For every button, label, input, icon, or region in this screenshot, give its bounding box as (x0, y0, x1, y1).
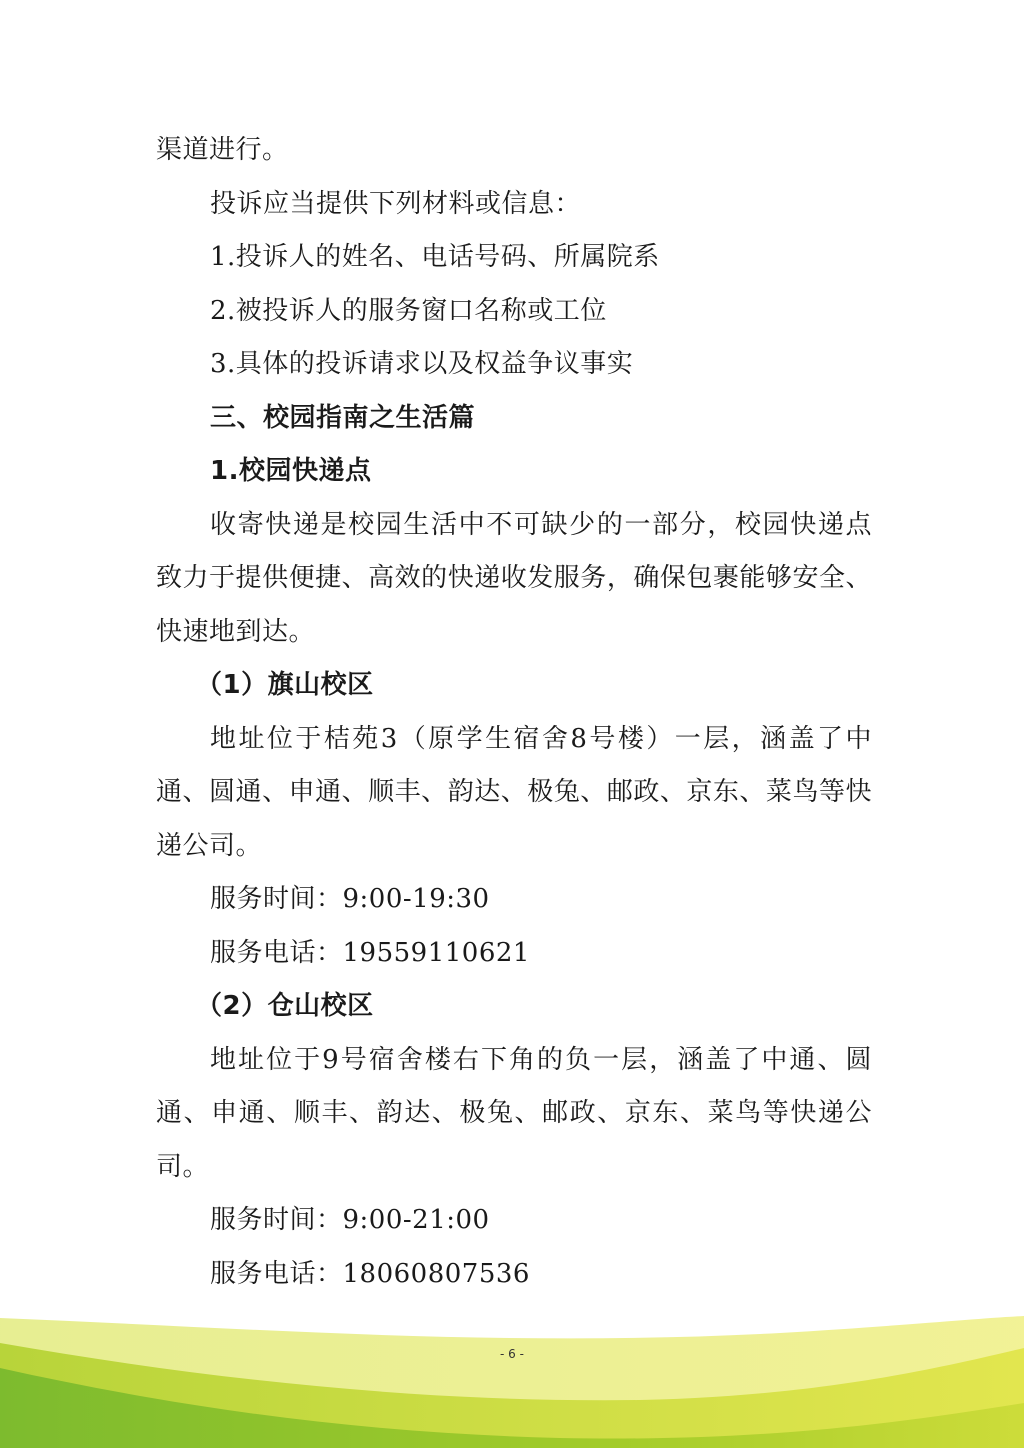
list-item: 2.被投诉人的服务窗口名称或工位 (210, 295, 607, 326)
service-phone: 服务电话：18060807536 (210, 1258, 530, 1289)
footer-wave-decoration (0, 1308, 1024, 1448)
service-hours: 服务时间：9:00-19:30 (210, 884, 490, 914)
paragraph: 地址位于桔苑3（原学生宿舍8号楼）一层，涵盖了中通、圆通、申通、顺丰、韵达、极兔、邮政、京东、菜鸟等快递公司。 (156, 723, 872, 861)
paragraph: 地址位于9号宿舍楼右下角的负一层，涵盖了中通、圆通、申通、顺丰、韵达、极兔、邮政、京东、菜鸟等快递公司。 (156, 1044, 872, 1182)
paragraph: 收寄快递是校园生活中不可缺少的一部分，校园快递点致力于提供便捷、高效的快递收发服务，确保包裹能够安全、快速地到达。 (156, 509, 872, 647)
text-line: 渠道进行。 (156, 135, 289, 165)
service-phone: 服务电话：19559110621 (210, 937, 530, 968)
subsection-heading: 1.校园快递点 (210, 456, 372, 486)
text-line: 投诉应当提供下列材料或信息： (210, 188, 582, 219)
campus-heading: （2）仓山校区 (196, 991, 374, 1021)
page-content (156, 124, 872, 1301)
section-heading: 三、校园指南之生活篇 (210, 402, 476, 433)
campus-heading: （1）旗山校区 (196, 670, 374, 700)
service-hours: 服务时间：9:00-21:00 (210, 1205, 490, 1235)
page-number: - 6 - (500, 1347, 524, 1361)
list-item: 3.具体的投诉请求以及权益争议事实 (210, 349, 634, 379)
list-item: 1.投诉人的姓名、电话号码、所属院系 (210, 242, 660, 272)
